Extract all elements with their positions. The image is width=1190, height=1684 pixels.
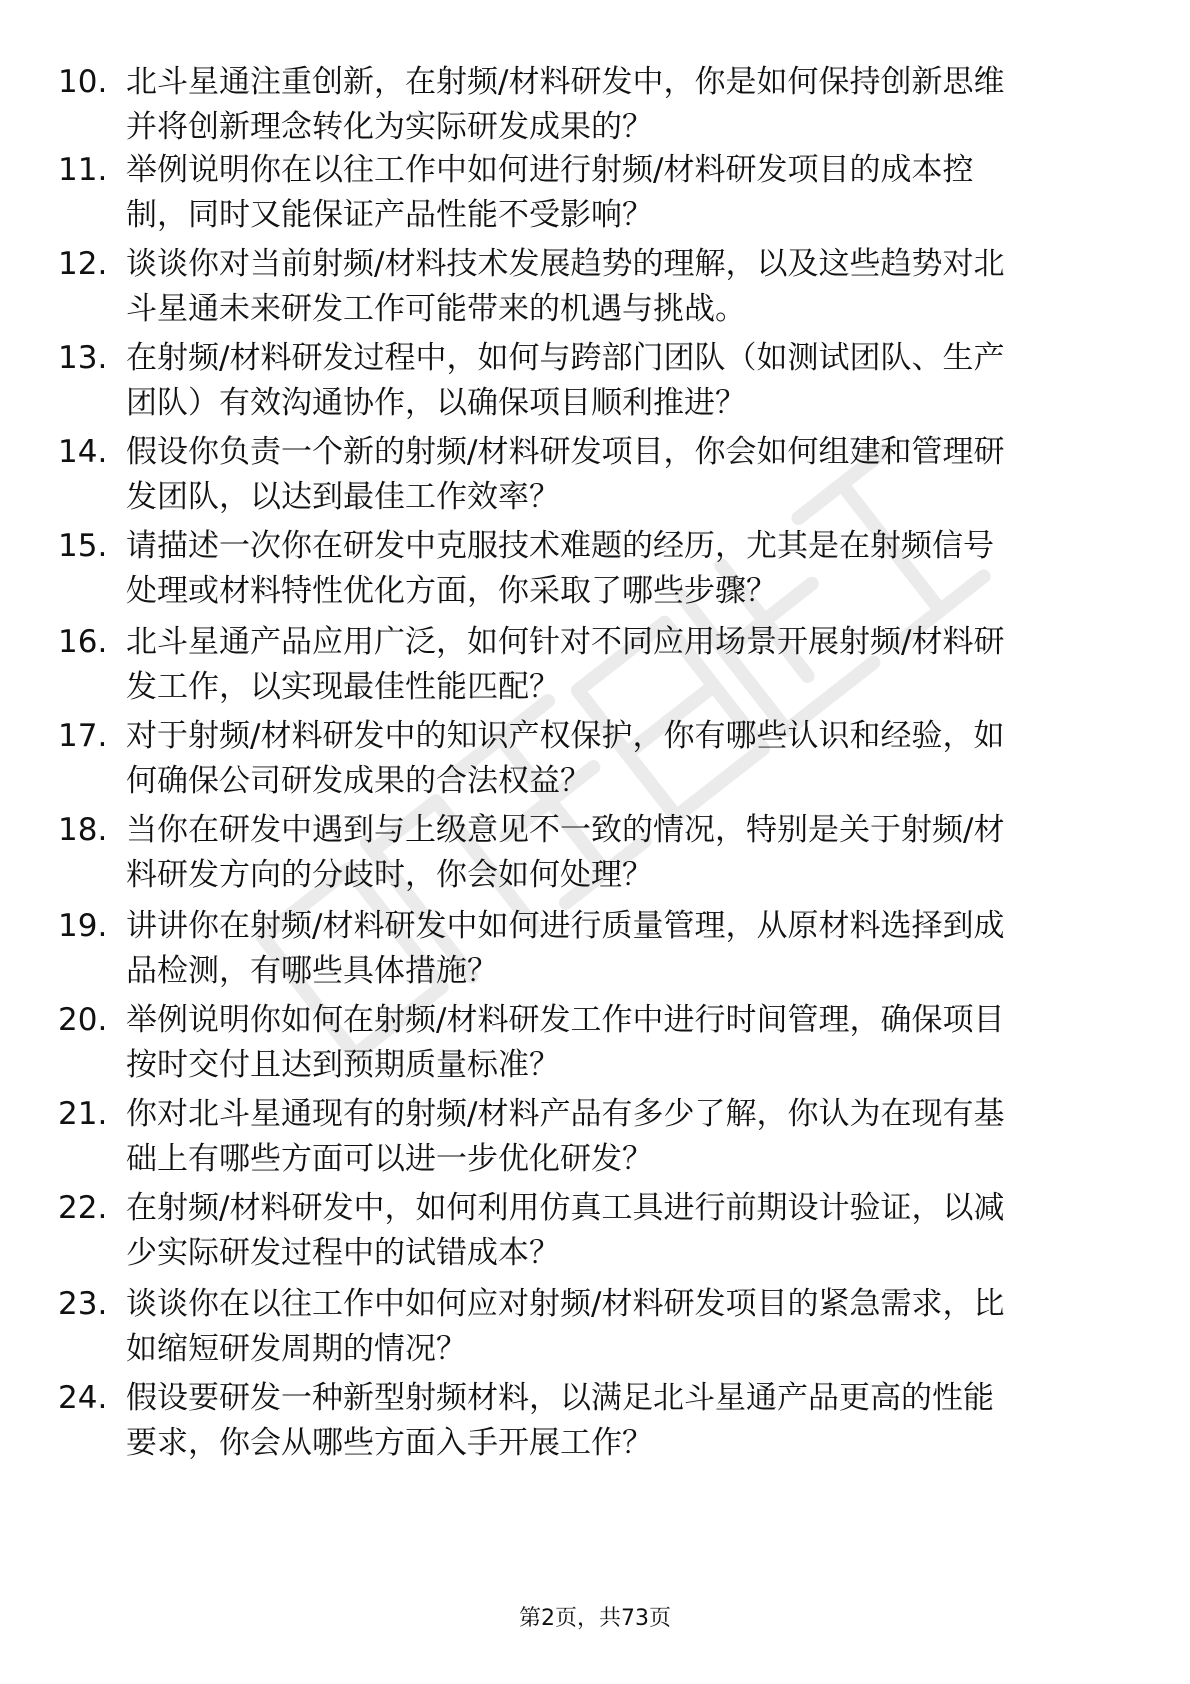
question-item xyxy=(58,996,1128,1096)
question-text-line: 讲讲你在射频/材料研发中如何进行质量管理，从原材料选择到成 xyxy=(126,908,1005,944)
question-number: 10. xyxy=(58,64,108,100)
question-item xyxy=(58,334,1128,434)
question-number: 19. xyxy=(58,908,108,944)
question-text-line: 品检测，有哪些具体措施？ xyxy=(126,953,498,989)
question-text-line: 假设要研发一种新型射频材料，以满足北斗星通产品更高的性能 xyxy=(126,1380,994,1416)
question-number: 20. xyxy=(58,1002,108,1038)
question-text-line: 础上有哪些方面可以进一步优化研发？ xyxy=(126,1141,653,1177)
question-text-line: 要求，你会从哪些方面入手开展工作？ xyxy=(126,1425,653,1461)
question-text-line: 北斗星通产品应用广泛，如何针对不同应用场景开展射频/材料研 xyxy=(126,624,1005,660)
question-number: 16. xyxy=(58,624,108,660)
question-number: 23. xyxy=(58,1286,108,1322)
question-text-line: 举例说明你在以往工作中如何进行射频/材料研发项目的成本控 xyxy=(126,152,974,188)
question-text-line: 在射频/材料研发中，如何利用仿真工具进行前期设计验证，以减 xyxy=(126,1190,1005,1226)
question-item xyxy=(58,240,1128,340)
question-item xyxy=(58,1374,1128,1474)
question-text-line: 对于射频/材料研发中的知识产权保护，你有哪些认识和经验，如 xyxy=(126,718,1005,754)
question-text-line: 团队）有效沟通协作，以确保项目顺利推进？ xyxy=(126,385,746,421)
question-item xyxy=(58,806,1128,906)
question-text-line: 假设你负责一个新的射频/材料研发项目，你会如何组建和管理研 xyxy=(126,434,1005,470)
question-item xyxy=(58,712,1128,812)
question-item xyxy=(58,618,1128,718)
question-text-line: 发工作，以实现最佳性能匹配？ xyxy=(126,669,560,705)
question-text-line: 处理或材料特性优化方面，你采取了哪些步骤？ xyxy=(126,573,777,609)
question-text-line: 谈谈你在以往工作中如何应对射频/材料研发项目的紧急需求，比 xyxy=(126,1286,1005,1322)
question-text-line: 你对北斗星通现有的射频/材料产品有多少了解，你认为在现有基 xyxy=(126,1096,1005,1132)
question-number: 12. xyxy=(58,246,108,282)
question-text-line: 并将创新理念转化为实际研发成果的？ xyxy=(126,109,653,145)
question-text-line: 制，同时又能保证产品性能不受影响？ xyxy=(126,197,653,233)
question-text-line: 按时交付且达到预期质量标准？ xyxy=(126,1047,560,1083)
question-text-line: 在射频/材料研发过程中，如何与跨部门团队（如测试团队、生产 xyxy=(126,340,1005,376)
question-item xyxy=(58,58,1128,158)
question-item xyxy=(58,428,1128,528)
question-text-line: 当你在研发中遇到与上级意见不一致的情况，特别是关于射频/材 xyxy=(126,812,1005,848)
question-text-line: 北斗星通注重创新，在射频/材料研发中，你是如何保持创新思维 xyxy=(126,64,1005,100)
question-text-line: 料研发方向的分歧时，你会如何处理？ xyxy=(126,857,653,893)
question-text-line: 请描述一次你在研发中克服技术难题的经历，尤其是在射频信号 xyxy=(126,528,994,564)
question-number: 22. xyxy=(58,1190,108,1226)
page-number-label: 第2页，共73页 xyxy=(519,1606,671,1631)
question-number: 13. xyxy=(58,340,108,376)
question-text-line: 发团队，以达到最佳工作效率？ xyxy=(126,479,560,515)
question-number: 15. xyxy=(58,528,108,564)
question-text-line: 谈谈你对当前射频/材料技术发展趋势的理解，以及这些趋势对北 xyxy=(126,246,1005,282)
question-number: 17. xyxy=(58,718,108,754)
question-number: 14. xyxy=(58,434,108,470)
question-number: 11. xyxy=(58,152,108,188)
question-item xyxy=(58,1184,1128,1284)
question-text-line: 斗星通未来研发工作可能带来的机遇与挑战。 xyxy=(126,291,746,327)
question-item xyxy=(58,1090,1128,1190)
question-item xyxy=(58,902,1128,1002)
question-text-line: 何确保公司研发成果的合法权益？ xyxy=(126,763,591,799)
question-item xyxy=(58,522,1128,622)
page-footer xyxy=(0,1604,1190,1634)
question-number: 24. xyxy=(58,1380,108,1416)
question-number: 18. xyxy=(58,812,108,848)
question-item xyxy=(58,146,1128,246)
question-text-line: 少实际研发过程中的试错成本？ xyxy=(126,1235,560,1271)
question-item xyxy=(58,1280,1128,1380)
question-text-line: 如缩短研发周期的情况？ xyxy=(126,1331,467,1367)
question-number: 21. xyxy=(58,1096,108,1132)
question-text-line: 举例说明你如何在射频/材料研发工作中进行时间管理，确保项目 xyxy=(126,1002,1005,1038)
